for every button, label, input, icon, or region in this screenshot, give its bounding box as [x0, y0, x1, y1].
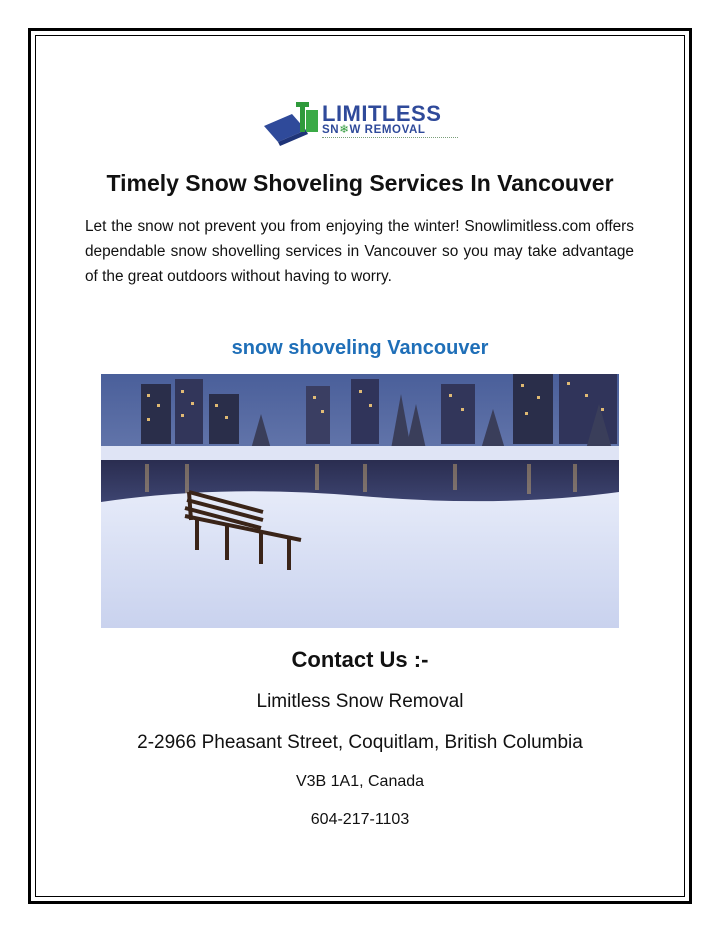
page-title: Timely Snow Shoveling Services In Vancouver	[106, 170, 614, 196]
company-name: Limitless Snow Removal	[256, 691, 464, 712]
logo-wordmark: LIMITLESS	[322, 101, 442, 126]
logo-tagline-rule	[322, 137, 458, 140]
contact-heading: Contact Us :-	[291, 647, 429, 672]
snow-shoveling-link[interactable]: snow shoveling Vancouver	[231, 337, 489, 359]
address-line-2: V3B 1A1, Canada	[295, 773, 425, 790]
logo-subtitle: SN❄W REMOVAL	[322, 124, 426, 136]
address-line-1: 2-2966 Pheasant Street, Coquitlam, British Columbia	[137, 732, 583, 753]
snowflake-icon: ❄	[339, 124, 350, 136]
company-logo	[262, 100, 462, 148]
intro-paragraph: Let the snow not prevent you from enjoying the winter! Snowlimitless.com offers dependable snow shovelling services in Vancouver so you may take advantage of the great outdoors without having to worry.	[85, 218, 634, 285]
phone-number[interactable]: 604-217-1103	[310, 811, 410, 828]
snowy-park-photo	[101, 374, 619, 628]
shovel-icon	[262, 100, 322, 148]
